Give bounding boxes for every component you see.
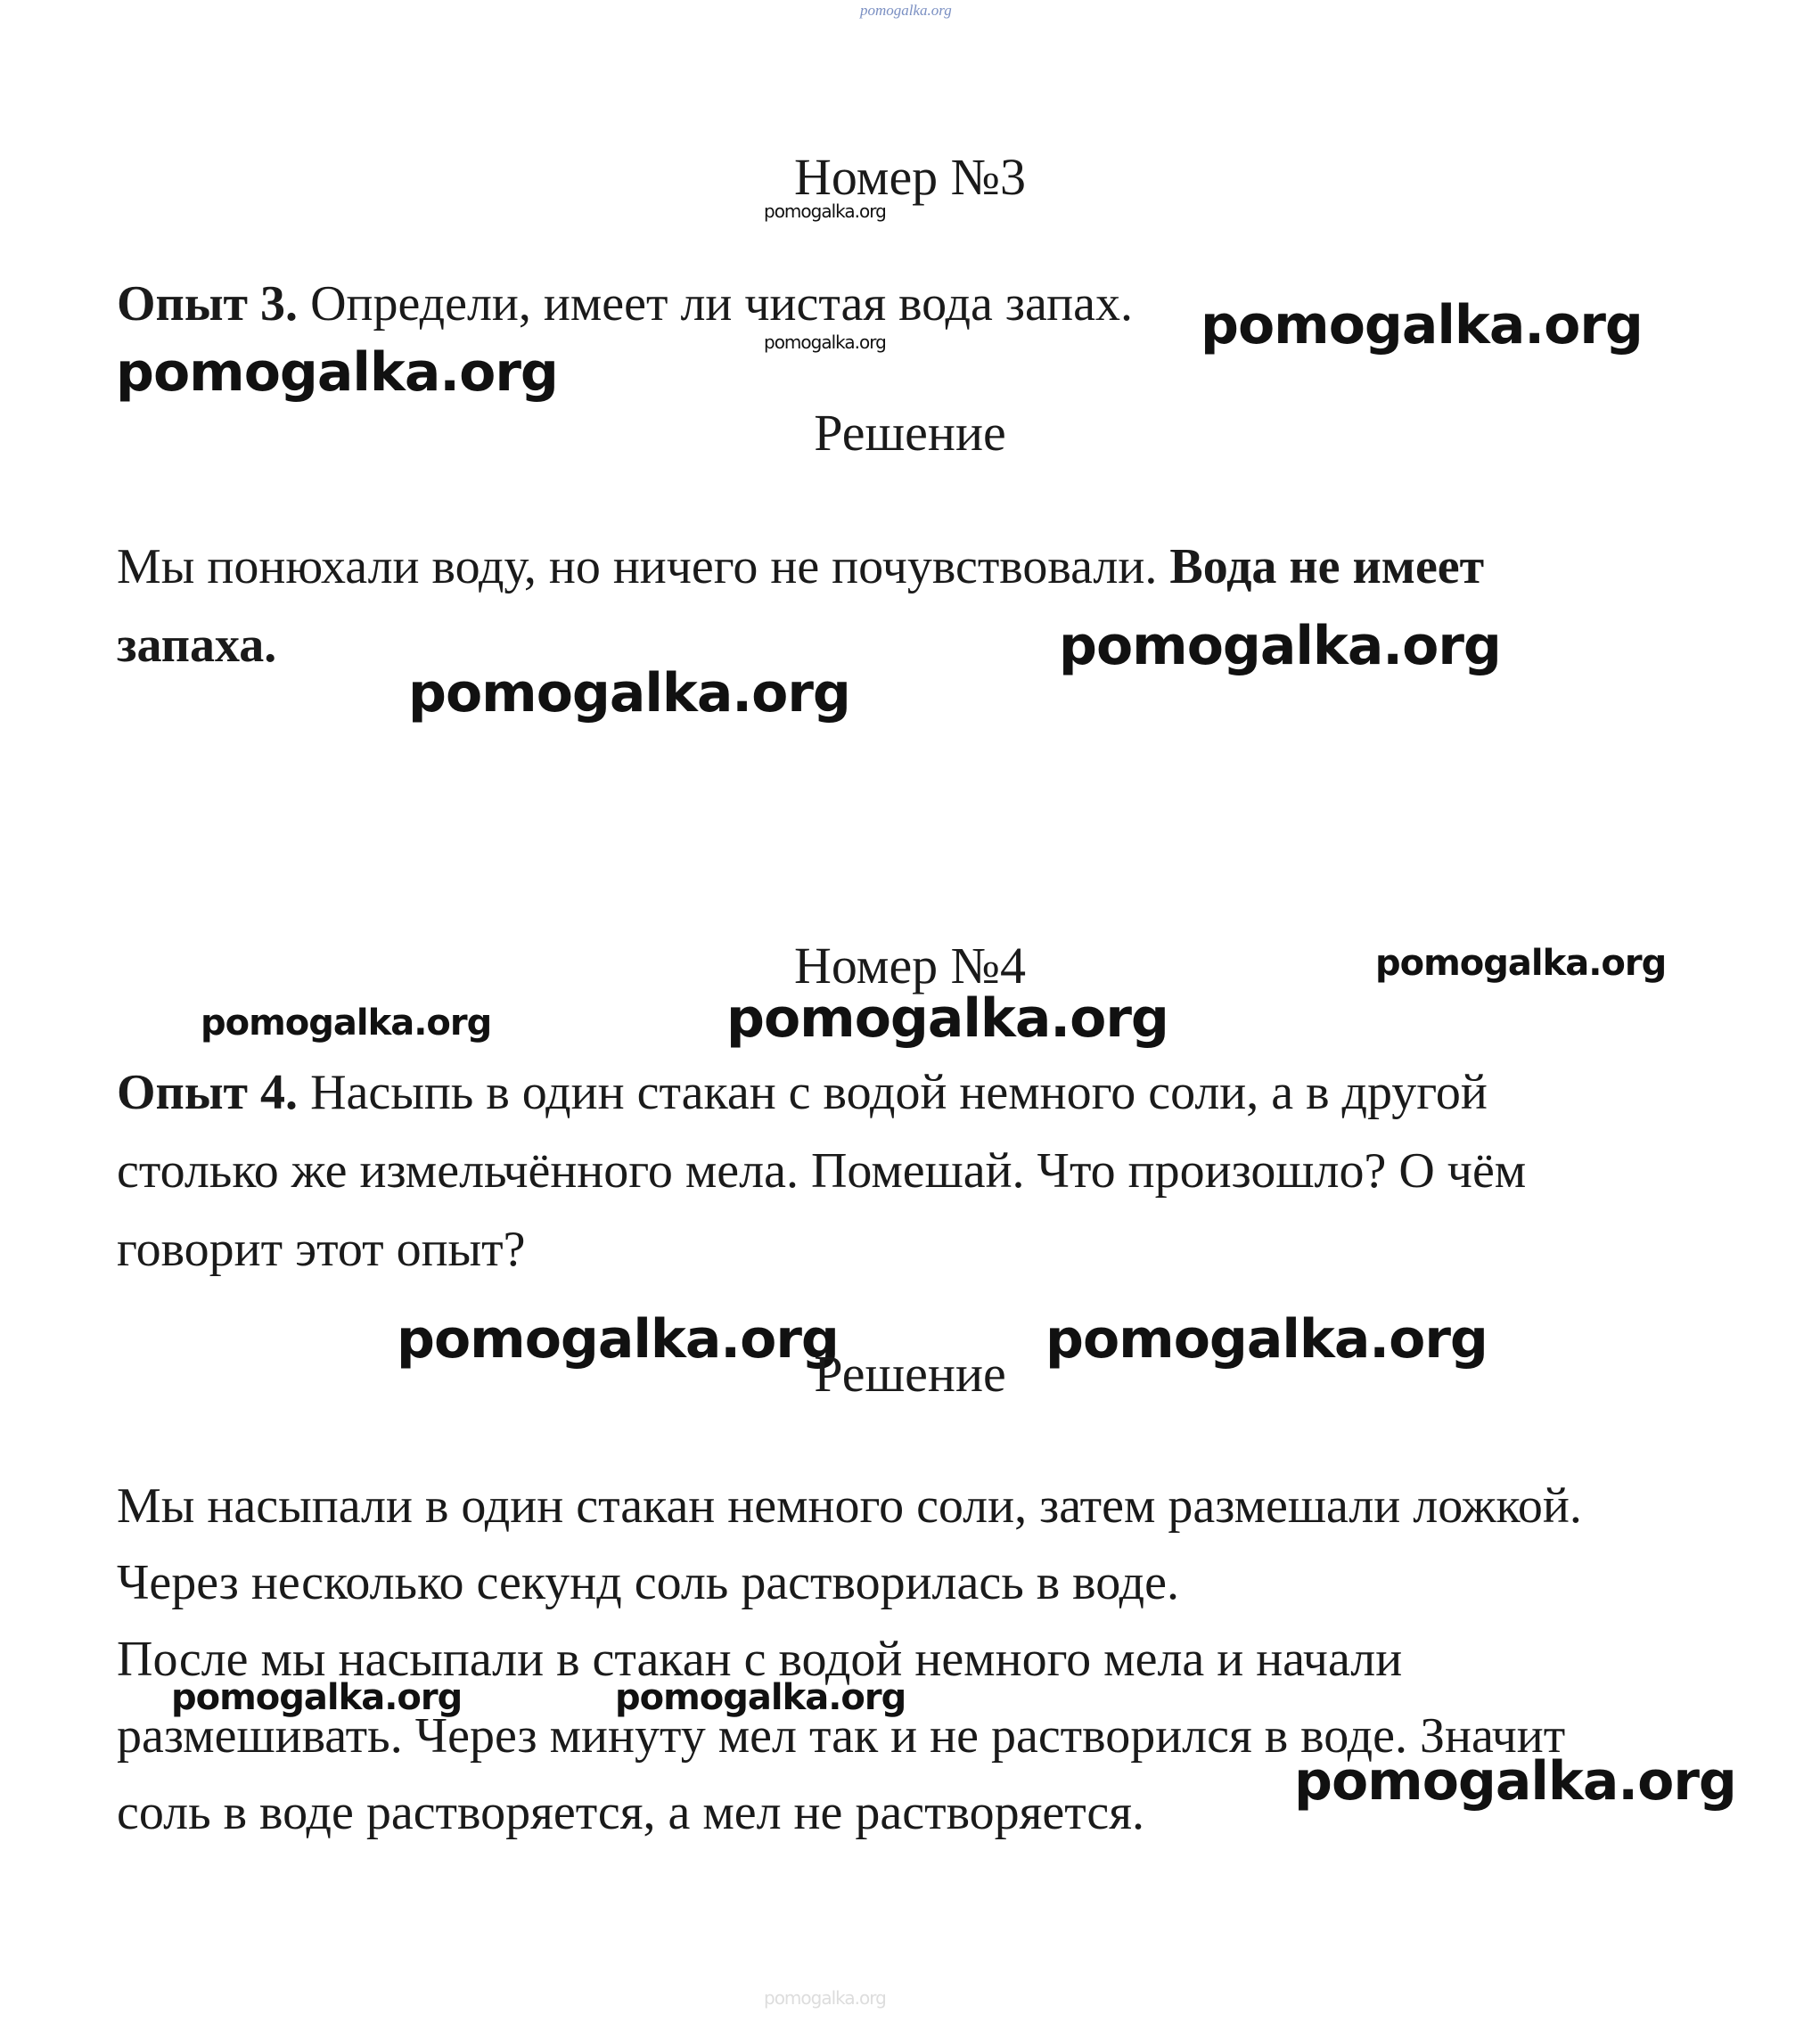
task3-question-text: Определи, имеет ли чистая вода запах.: [298, 276, 1133, 332]
task4-answer-line4: размешивать. Через минуту мел так и не растворился в воде. Значит: [117, 1708, 1566, 1764]
task3-answer-bold2: запаха.: [117, 618, 277, 673]
watermark: pomogalka.org: [764, 201, 886, 222]
watermark: pomogalka.org: [1045, 1308, 1488, 1371]
watermark: pomogalka.org: [1059, 615, 1501, 677]
task3-answer-bold: Вода не имеет: [1169, 539, 1485, 594]
watermark: pomogalka.org: [726, 987, 1168, 1050]
task3-solution-heading: Решение: [814, 404, 1006, 462]
watermark: pomogalka.org: [1201, 294, 1643, 356]
watermark: pomogalka.org: [764, 332, 886, 353]
task4-answer-line5: соль в воде растворяется, а мел не растворяется.: [117, 1785, 1145, 1840]
task4-question-line2: столько же измельчённого мела. Помешай. Что произошло? О чём: [117, 1143, 1527, 1199]
watermark: pomogalka.org: [201, 1003, 492, 1044]
task3-answer-line2: [117, 606, 276, 684]
task3-question: [117, 265, 1133, 343]
task4-question-line1: [117, 1053, 1488, 1132]
watermark: pomogalka.org: [408, 662, 850, 724]
task4-question-line3: говорит этот опыт?: [117, 1222, 526, 1277]
task4-label: Опыт 4.: [117, 1065, 299, 1120]
task4-answer-line3: После мы насыпали в стакан с водой немного мела и начали: [117, 1632, 1403, 1687]
task4-question-text: Насыпь в один стакан с водой немного соли, а в другой: [298, 1065, 1488, 1120]
task4-solution-heading: Решение: [814, 1345, 1006, 1403]
watermark: pomogalka.org: [764, 1987, 886, 2009]
task3-answer-line1: [117, 528, 1484, 606]
task4-heading: Номер №4: [793, 937, 1027, 995]
top-site-link: pomogalka.org: [860, 2, 952, 19]
watermark: pomogalka.org: [397, 1308, 839, 1371]
task3-heading: Номер №3: [793, 148, 1027, 206]
watermark: pomogalka.org: [1375, 943, 1667, 984]
task4-answer-line1: Мы насыпали в один стакан немного соли, затем размешали ложкой.: [117, 1478, 1582, 1534]
watermark: pomogalka.org: [116, 341, 558, 404]
watermark: pomogalka.org: [615, 1677, 906, 1718]
task3-label: Опыт 3.: [117, 276, 299, 332]
watermark: pomogalka.org: [1294, 1750, 1736, 1813]
task3-answer-text: Мы понюхали воду, но ничего не почувствовали.: [117, 539, 1170, 594]
task4-answer-line2: Через несколько секунд соль растворилась в воде.: [117, 1555, 1179, 1610]
watermark: pomogalka.org: [171, 1677, 463, 1718]
